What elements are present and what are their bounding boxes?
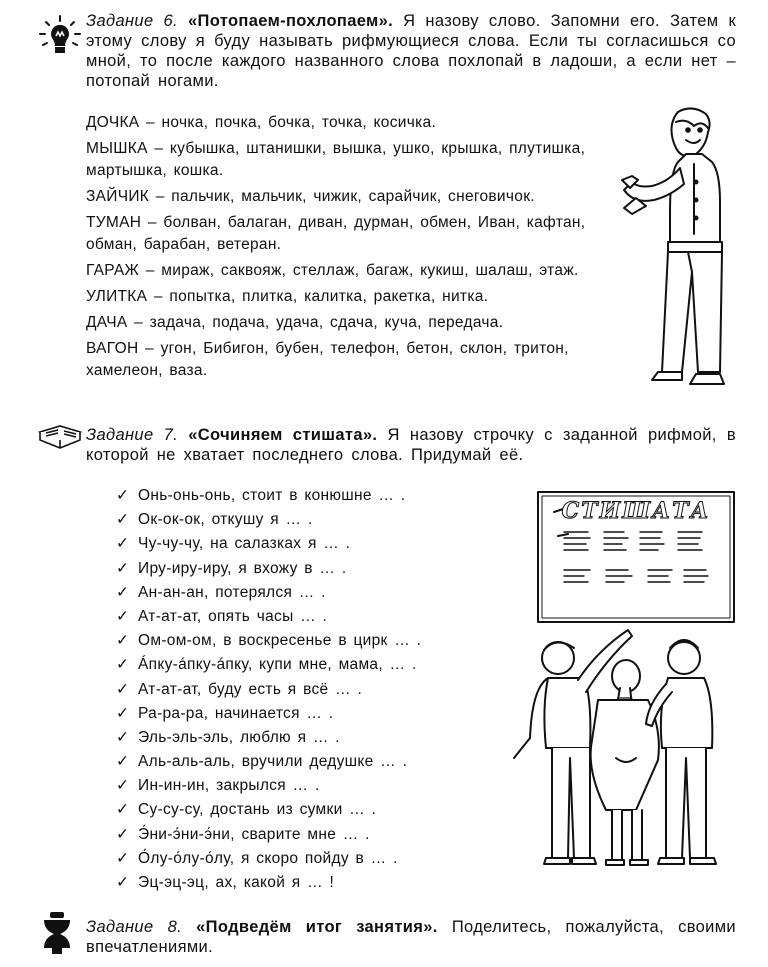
word-group: ДОЧКА – ночка, почка, бочка, точка, косичка. (86, 114, 437, 131)
verse-item: ✓ Ра-ра-ра, начинается … . (116, 702, 421, 726)
task-8-label: Задание 8. (86, 918, 183, 936)
task-7 (86, 425, 736, 465)
task-6-text: Я назову слово. Запомни его. Затем к этому слову я буду называть рифмующиеся слова. Если ты согласишься со мной, то после каждого названного слова похлопай в ладоши, а если нет – потопай ногами. (86, 12, 737, 90)
task-7-title: «Сочиняем стишата». (188, 426, 378, 444)
verse-item: ✓ Онь-онь-онь, стоит в конюшне … . (116, 484, 421, 508)
verse-item: ✓ Чу-чу-чу, на салазках я … . (116, 532, 421, 556)
check-mark-icon: ✓ (116, 777, 130, 795)
verse-item: ✓ Аль-аль-аль, вручили дедушке … . (116, 750, 421, 774)
word-group: ВАГОН – угон, Бибигон, бубен, телефон, бетон, склон, тритон, хамелеон, ваза. (86, 340, 569, 379)
task-7-label: Задание 7. (86, 426, 179, 444)
verse-item: ✓ Ин-ин-ин, закрылся … . (116, 774, 421, 798)
lightbulb-icon (38, 14, 82, 63)
check-mark-icon: ✓ (116, 825, 130, 843)
check-mark-icon: ✓ (116, 801, 130, 819)
check-mark-icon: ✓ (116, 753, 130, 771)
task-7-text: Я назову строчку с заданной рифмой, в которой не хватает последнего слова. Придумай её. (86, 426, 736, 464)
hourglass-icon (40, 910, 74, 961)
check-mark-icon: ✓ (116, 583, 130, 601)
check-mark-icon: ✓ (116, 632, 130, 650)
verse-item: ✓ О́лу-о́лу-о́лу, я скоро пойду в … . (116, 847, 421, 871)
poster-title: СТИШАТА (561, 498, 711, 524)
verse-item: ✓ Ат-ат-ат, опять часы … . (116, 605, 421, 629)
check-mark-icon: ✓ (116, 535, 130, 553)
task-8 (86, 917, 736, 957)
task-8-title: «Подведём итог занятия». (196, 918, 438, 936)
check-mark-icon: ✓ (116, 487, 130, 504)
verse-list (116, 484, 421, 895)
verse-item: ✓ Эль-эль-эль, люблю я … . (116, 726, 421, 750)
check-mark-icon: ✓ (116, 704, 130, 722)
poster-children-illustration (508, 488, 740, 893)
check-mark-icon: ✓ (116, 680, 130, 698)
word-group: УЛИТКА – попытка, плитка, калитка, ракетка, нитка. (86, 288, 489, 305)
word-group: ДАЧА – задача, подача, удача, сдача, куча, передача. (86, 314, 504, 331)
verse-item: ✓ Ом-ом-ом, в воскресенье в цирк … . (116, 629, 421, 653)
task-6-title: «Потопаем-похлопаем». (188, 12, 394, 30)
open-book-icon (38, 422, 84, 455)
check-mark-icon: ✓ (116, 728, 130, 746)
word-group: МЫШКА – кубышка, штанишки, вышка, ушко, крышка, плутишка, мартышка, кошка. (86, 140, 586, 179)
check-mark-icon: ✓ (116, 559, 130, 577)
verse-item: ✓ Ок-ок-ок, откушу я … . (116, 508, 421, 532)
boy-clapping-illustration (618, 102, 728, 407)
word-groups (86, 112, 606, 386)
verse-item: ✓ Э́ни-э́ни-э́ни, сварите мне … . (116, 823, 421, 847)
check-mark-icon: ✓ (116, 874, 130, 891)
word-group: ТУМАН – болван, балаган, диван, дурман, обмен, Иван, кафтан, обман, барабан, ветеран. (86, 214, 586, 253)
task-8-text: Поделитесь, пожалуйста, своими впечатлениями. (86, 918, 736, 956)
word-group: ГАРАЖ – мираж, саквояж, стеллаж, багаж, кукиш, шалаш, этаж. (86, 262, 579, 279)
verse-item: ✓ Ан-ан-ан, потерялся … . (116, 581, 421, 605)
verse-item: ✓ Ат-ат-ат, буду есть я всё … . (116, 678, 421, 702)
task-6 (86, 11, 736, 91)
verse-item: ✓ Áпку-áпку-áпку, купи мне, мама, … . (116, 653, 421, 677)
verse-item: ✓ Иру-иру-иру, я вхожу в … . (116, 557, 421, 581)
task-6-label: Задание 6. (86, 12, 178, 30)
check-mark-icon: ✓ (116, 849, 130, 867)
check-mark-icon: ✓ (116, 607, 130, 625)
verse-item: ✓ Эц-эц-эц, ах, какой я … ! (116, 871, 421, 895)
word-group: ЗАЙЧИК – пальчик, мальчик, чижик, сарайчик, снеговичок. (86, 188, 535, 205)
check-mark-icon: ✓ (116, 656, 130, 674)
verse-item: ✓ Су-су-су, достань из сумки … . (116, 798, 421, 822)
check-mark-icon: ✓ (116, 511, 130, 529)
